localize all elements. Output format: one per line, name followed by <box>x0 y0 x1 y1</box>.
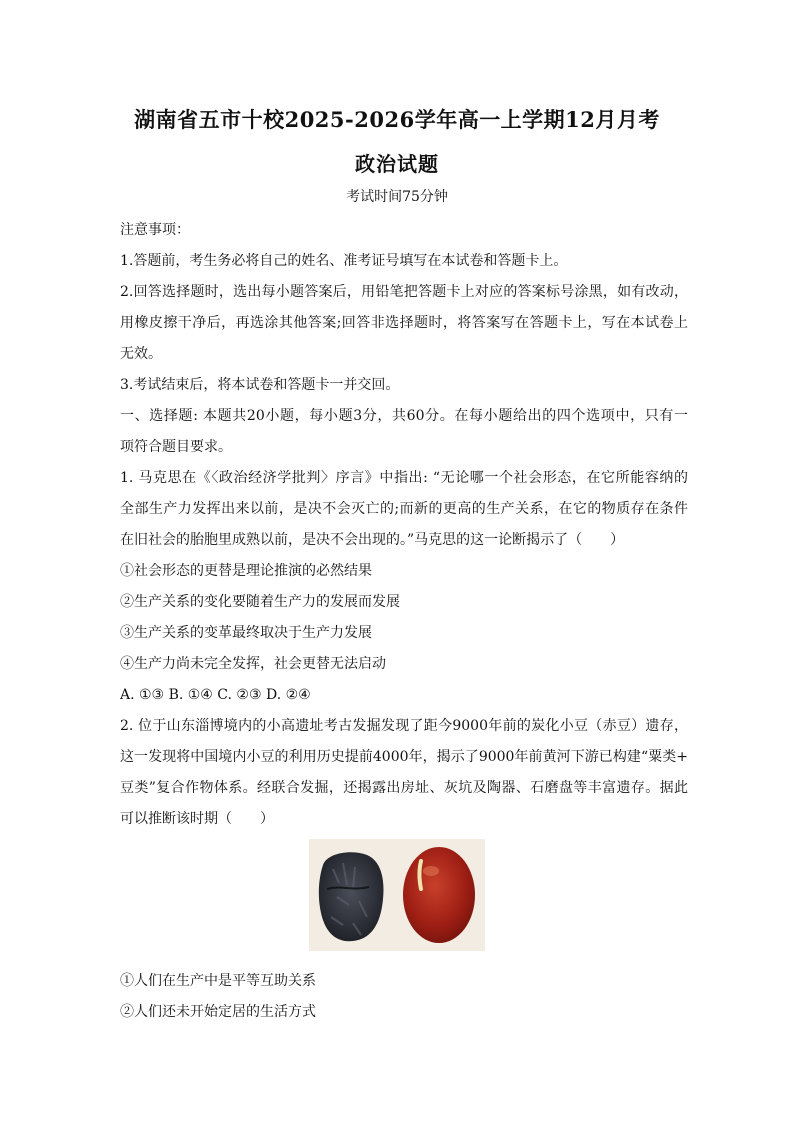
q1-option: ③生产关系的变革最终取决于生产力发展 <box>120 625 372 641</box>
exam-subject: 政治试题 <box>355 152 439 176</box>
q2-stem: 可以推断该时期（ ） <box>120 811 274 827</box>
bean-photo <box>309 839 485 951</box>
notice-item: 用橡皮擦干净后，再选涂其他答案;回答非选择题时，将答案写在答题卡上，写在本试卷上 <box>120 315 688 331</box>
notice-item: 1.答题前，考生务必将自己的姓名、准考证号填写在本试卷和答题卡上。 <box>120 253 568 269</box>
notice-heading: 注意事项： <box>120 222 190 238</box>
q2-option: ②人们还未开始定居的生活方式 <box>120 1004 316 1020</box>
q1-option: ①社会形态的更替是理论推演的必然结果 <box>120 563 372 579</box>
q1-stem: 在旧社会的胎胞里成熟以前，是决不会出现的。”马克思的这一论断揭示了（ ） <box>120 532 625 548</box>
notice-item: 无效。 <box>120 346 162 362</box>
exam-body <box>120 215 688 1028</box>
notice-item: 2.回答选择题时，选出每小题答案后，用铅笔把答题卡上对应的答案标号涂黑，如有改动， <box>120 284 688 300</box>
red-bean-image <box>403 847 475 943</box>
q1-stem: 1. 马克思在《〈政治经济学批判〉序言》中指出: “无论哪一个社会形态，在它所能容纳的 <box>120 470 688 486</box>
section-heading-cont: 项符合题目要求。 <box>120 439 232 455</box>
carbonized-bean-image <box>319 852 384 941</box>
q1-answer-choices: A. ①③ B. ①④ C. ②③ D. ②④ <box>120 687 311 703</box>
bean-figure <box>0 839 794 964</box>
q1-option: ②生产关系的变化要随着生产力的发展而发展 <box>120 594 400 610</box>
q1-option: ④生产力尚未完全发挥，社会更替无法启动 <box>120 656 386 672</box>
section-heading: 一、选择题: 本题共20小题，每小题3分，共60分。在每小题给出的四个选项中，只有一 <box>120 408 688 424</box>
exam-title: 湖南省五市十校2025-2026学年高一上学期12月月考 <box>134 107 660 132</box>
q2-stem: 这一发现将中国境内小豆的利用历史提前4000年，揭示了9000年前黄河下游已构建“粟类+ <box>120 749 688 765</box>
q2-stem: 2. 位于山东淄博境内的小高遗址考古发掘发现了距今9000年前的炭化小豆（赤豆）遗存， <box>120 718 688 734</box>
notice-item: 3.考试结束后，将本试卷和答题卡一并交回。 <box>120 377 400 393</box>
q2-option: ①人们在生产中是平等互助关系 <box>120 973 316 989</box>
exam-time: 考试时间75分钟 <box>346 189 448 205</box>
q2-stem: 豆类”复合作物体系。经联合发掘，还揭露出房址、灰坑及陶器、石磨盘等丰富遗存。据此 <box>120 780 688 796</box>
q1-stem: 全部生产力发挥出来以前，是决不会灭亡的;而新的更高的生产关系，在它的物质存在条件 <box>120 501 688 517</box>
